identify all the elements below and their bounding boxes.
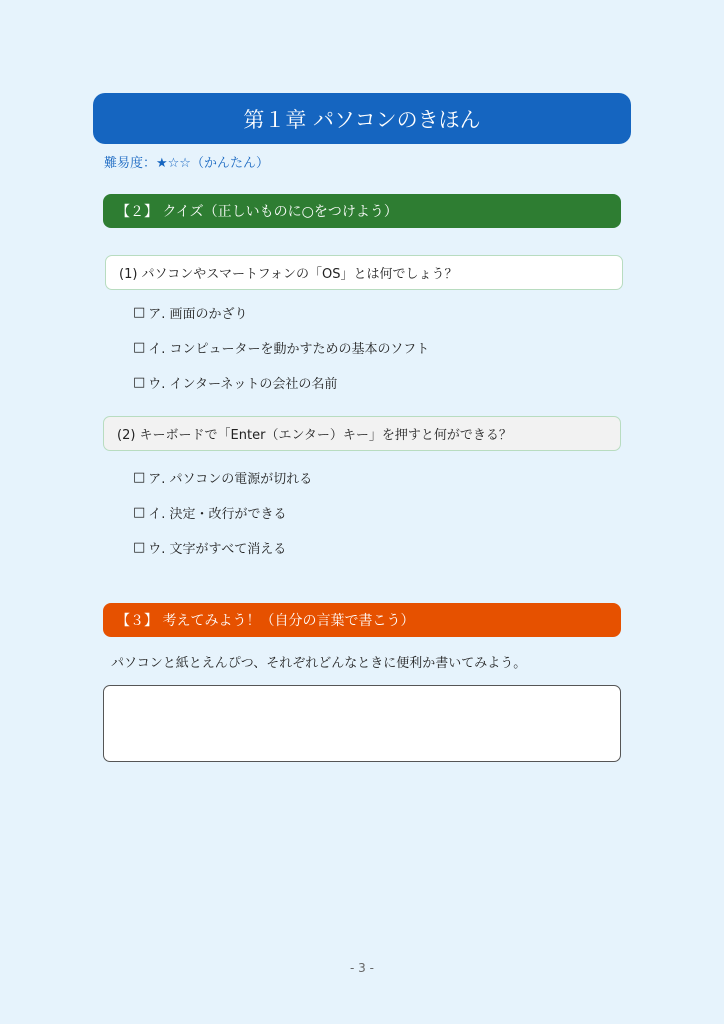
question-2: [103, 416, 621, 451]
q1-option-i[interactable]: [133, 338, 429, 357]
checkbox-icon[interactable]: □: [133, 540, 146, 555]
section-quiz-header: [103, 194, 621, 228]
option-label: ウ. 文字がすべて消える: [148, 542, 287, 557]
q2-option-u[interactable]: [133, 538, 286, 557]
chapter-title: 第１章 パソコンのきほん: [243, 107, 481, 132]
question-1-text: (1) パソコンやスマートフォンの「OS」とは何でしょう？: [119, 267, 458, 282]
question-1: [105, 255, 623, 290]
q2-option-a[interactable]: [133, 468, 312, 487]
section-think-header: [103, 603, 621, 637]
checkbox-icon[interactable]: □: [133, 305, 146, 320]
q2-option-i[interactable]: [133, 503, 287, 522]
writing-prompt: パソコンと紙とえんぴつ、それぞれどんなときに便利か書いてみよう。: [111, 656, 527, 671]
checkbox-icon[interactable]: □: [133, 340, 146, 355]
q1-option-a[interactable]: [133, 303, 248, 322]
question-2-text: (2) キーボードで「Enter（エンター）キー」を押すと何ができる？: [117, 428, 512, 443]
page-number: - 3 -: [350, 961, 374, 975]
checkbox-icon[interactable]: □: [133, 375, 146, 390]
section-think-title: 【３】 考えてみよう！（自分の言葉で書こう）: [116, 613, 415, 629]
section-quiz-title: 【２】 クイズ（正しいものに○をつけよう）: [116, 204, 398, 220]
option-label: イ. 決定・改行ができる: [148, 507, 287, 522]
chapter-title-banner: [93, 93, 631, 144]
checkbox-icon[interactable]: □: [133, 505, 146, 520]
option-label: イ. コンピューターを動かすための基本のソフト: [148, 342, 430, 357]
option-label: ウ. インターネットの会社の名前: [148, 377, 338, 392]
option-label: ア. パソコンの電源が切れる: [148, 472, 313, 487]
difficulty-label: 難易度：★☆☆（かんたん）: [104, 156, 269, 171]
checkbox-icon[interactable]: □: [133, 470, 146, 485]
option-label: ア. 画面のかざり: [148, 307, 248, 322]
answer-textbox[interactable]: [103, 685, 621, 762]
q1-option-u[interactable]: [133, 373, 337, 392]
